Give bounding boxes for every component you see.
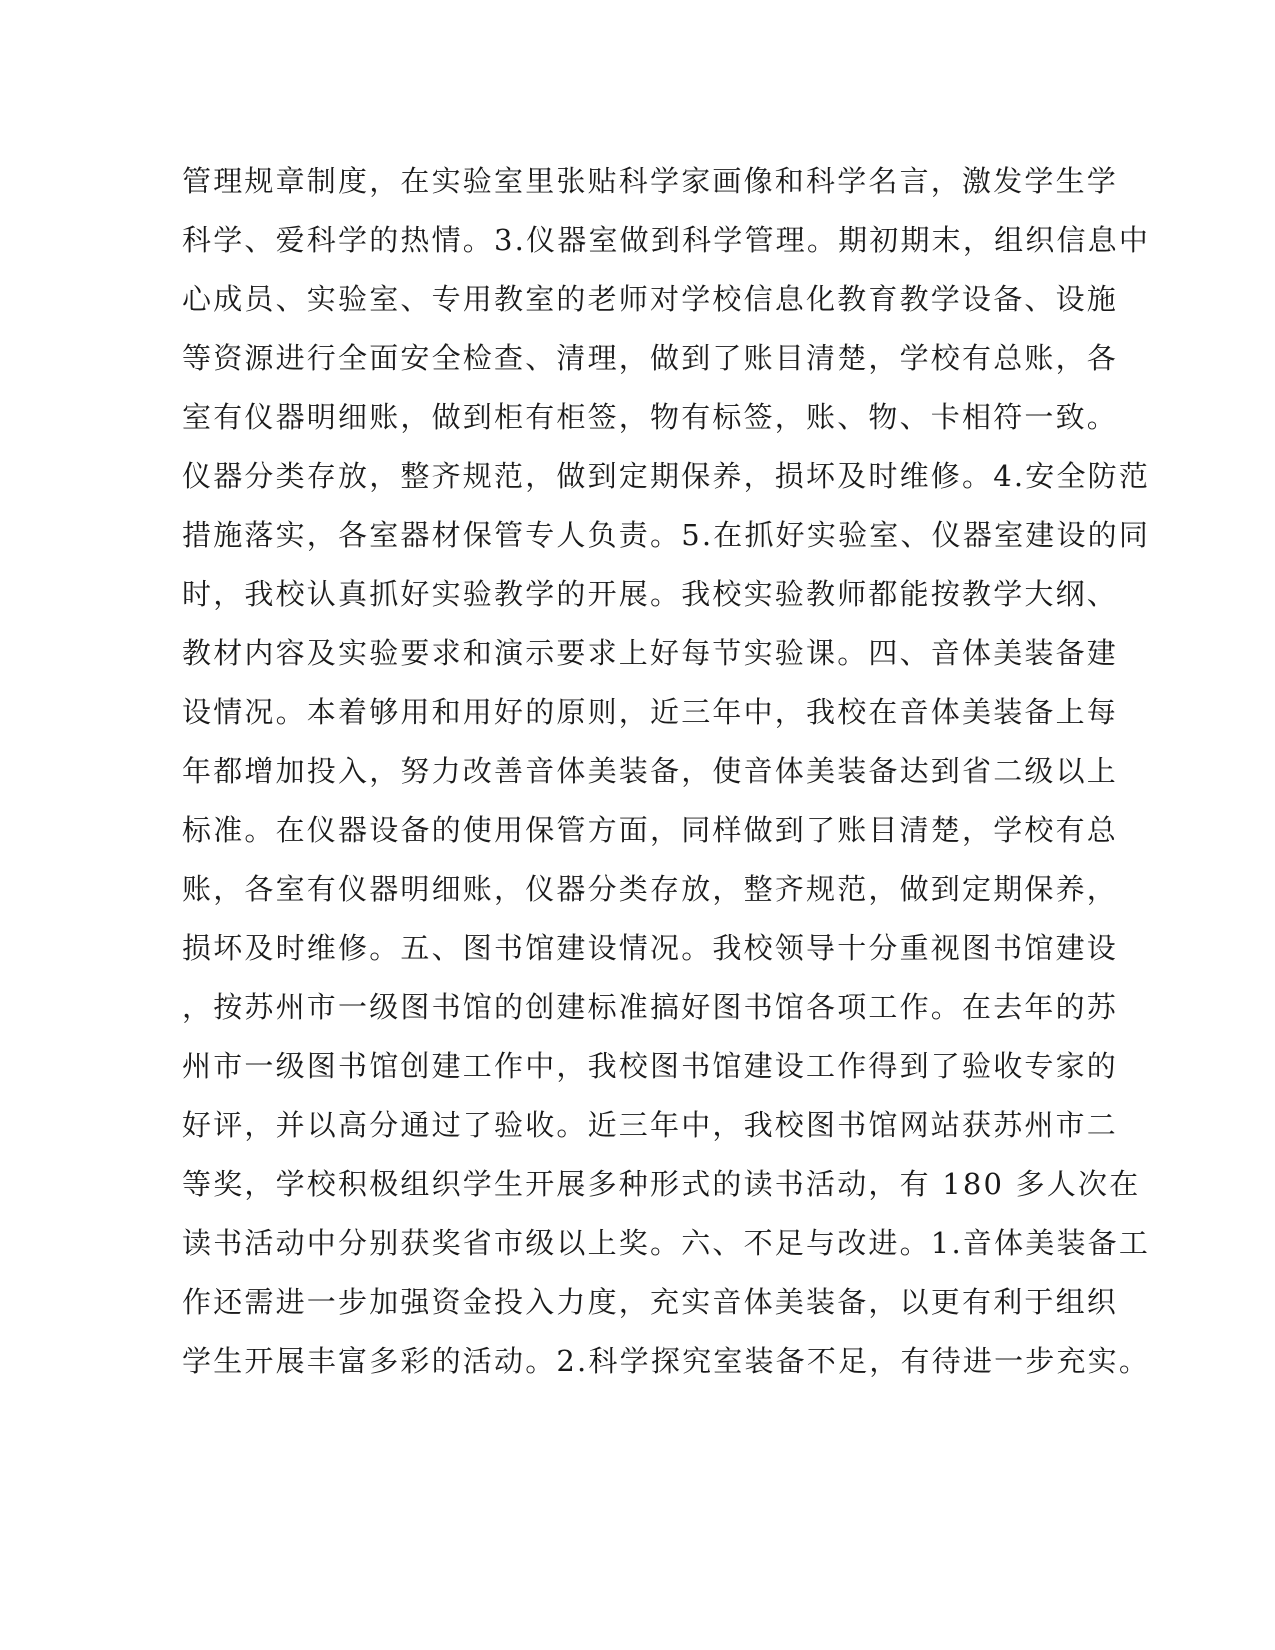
text-line: 等资源进行全面安全检查、清理，做到了账目清楚，学校有总账，各 [182,341,1119,375]
text-line: 室有仪器明细账，做到柜有柜签，物有标签，账、物、卡相符一致。 [182,400,1119,434]
text-line: 措施落实，各室器材保管专人负责。5.在抓好实验室、仪器室建设的同 [182,518,1151,552]
text-line: ，按苏州市一级图书馆的创建标准搞好图书馆各项工作。在去年的苏 [182,990,1119,1024]
body-text [182,158,1151,1397]
text-line: 教材内容及实验要求和演示要求上好每节实验课。四、音体美装备建 [182,636,1119,670]
text-line: 账，各室有仪器明细账，仪器分类存放，整齐规范，做到定期保养， [182,872,1119,906]
text-line: 损坏及时维修。五、图书馆建设情况。我校领导十分重视图书馆建设 [182,931,1119,965]
text-line: 科学、爱科学的热情。3.仪器室做到科学管理。期初期末，组织信息中 [182,223,1151,257]
text-line: 设情况。本着够用和用好的原则，近三年中，我校在音体美装备上每 [182,695,1119,729]
text-line: 仪器分类存放，整齐规范，做到定期保养，损坏及时维修。4.安全防范 [182,459,1151,493]
text-line: 州市一级图书馆创建工作中，我校图书馆建设工作得到了验收专家的 [182,1049,1119,1083]
text-line: 管理规章制度，在实验室里张贴科学家画像和科学名言，激发学生学 [182,164,1119,198]
text-line: 时，我校认真抓好实验教学的开展。我校实验教师都能按教学大纲、 [182,577,1119,611]
text-line: 等奖，学校积极组织学生开展多种形式的读书活动，有 180 多人次在 [182,1167,1141,1201]
text-line: 年都增加投入，努力改善音体美装备，使音体美装备达到省二级以上 [182,754,1119,788]
text-line: 作还需进一步加强资金投入力度，充实音体美装备，以更有利于组织 [182,1285,1119,1319]
text-line: 标准。在仪器设备的使用保管方面，同样做到了账目清楚，学校有总 [182,813,1119,847]
text-line: 好评，并以高分通过了验收。近三年中，我校图书馆网站获苏州市二 [182,1108,1119,1142]
text-line: 读书活动中分别获奖省市级以上奖。六、不足与改进。1.音体美装备工 [182,1226,1151,1260]
text-line: 学生开展丰富多彩的活动。2.科学探究室装备不足，有待进一步充实。 [182,1344,1151,1378]
text-line: 心成员、实验室、专用教室的老师对学校信息化教育教学设备、设施 [182,282,1119,316]
